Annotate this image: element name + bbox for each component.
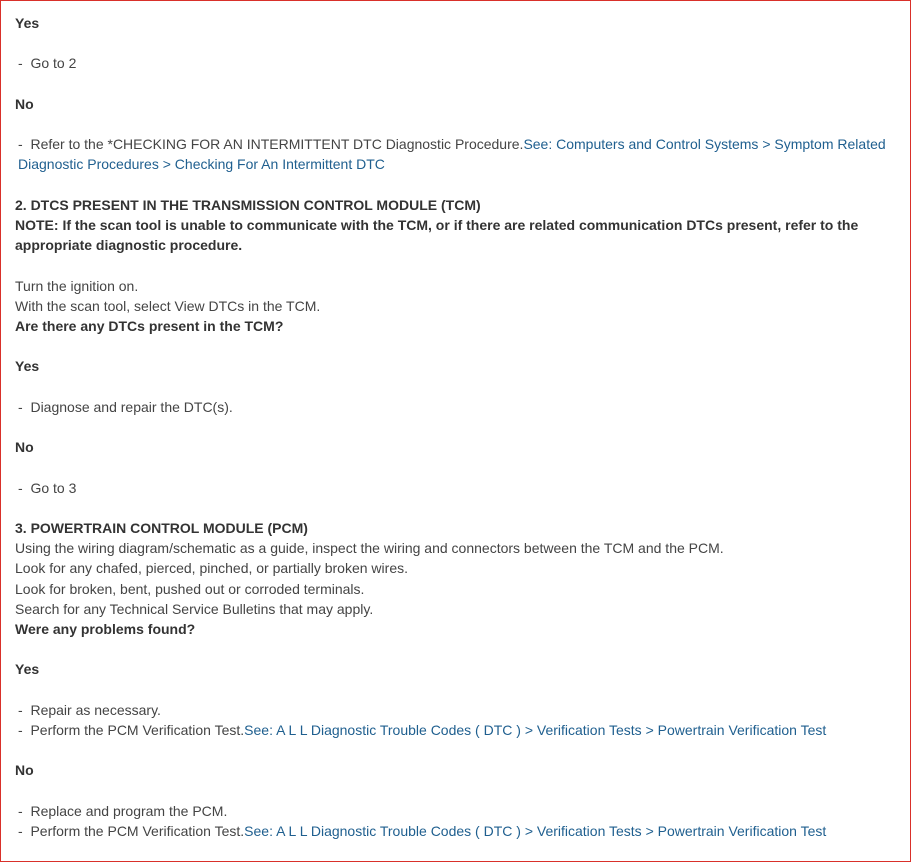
step1-no-label: No <box>15 95 34 112</box>
step2-yes-label: Yes <box>15 358 40 375</box>
step2-instruction-2: With the scan tool, select View DTCs in the TCM. <box>15 297 321 314</box>
step2-yes-action-text: Diagnose and repair the DTC(s). <box>30 398 233 415</box>
step3-yes-action-1: - Repair as necessary. <box>18 701 161 718</box>
step2-no-action: - Go to 3 <box>18 479 77 496</box>
step3-instruction-4: Search for any Technical Service Bulletins that may apply. <box>15 600 374 617</box>
step2-yes-action: - Diagnose and repair the DTC(s). <box>18 398 233 415</box>
step3-no-action-2-text: Perform the PCM Verification Test. <box>30 822 245 839</box>
step3-instruction-1: Using the wiring diagram/schematic as a guide, inspect the wiring and connectors between the TCM and the PCM. <box>15 540 724 557</box>
step2-no-action-text: Go to 3 <box>30 479 77 496</box>
step3-no-action-1: - Replace and program the PCM. <box>18 802 228 819</box>
step2-heading: 2. DTCS PRESENT IN THE TRANSMISSION CONTROL MODULE (TCM) <box>15 196 481 213</box>
step2-question: Are there any DTCs present in the TCM? <box>15 317 284 334</box>
step3-instruction-2: Look for any chafed, pierced, pinched, or partially broken wires. <box>15 560 408 577</box>
step1-yes-action: - Go to 2 <box>18 55 77 72</box>
step3-instruction-3: Look for broken, bent, pushed out or corroded terminals. <box>15 580 365 597</box>
step3-yes-action-2-text: Perform the PCM Verification Test. <box>30 721 245 738</box>
step2-instruction-1: Turn the ignition on. <box>15 277 139 294</box>
step3-question: Were any problems found? <box>15 620 196 637</box>
powertrain-verification-link-no[interactable]: See: A L L Diagnostic Trouble Codes ( DTC ) > Verification Tests > Powertrain Verification Test <box>244 822 827 839</box>
step3-yes-action-1-text: Repair as necessary. <box>30 701 161 718</box>
intermittent-dtc-link[interactable]: See: Computers and Control Systems > Symptom Related Diagnostic Procedures > Checking For An Intermittent DTC <box>18 136 886 173</box>
step2-no-label: No <box>15 439 34 456</box>
step3-yes-label: Yes <box>15 661 40 678</box>
step3-heading: 3. POWERTRAIN CONTROL MODULE (PCM) <box>15 519 308 536</box>
step3-no-action-1-text: Replace and program the PCM. <box>30 802 228 819</box>
step3-yes-action-2: - Perform the PCM Verification Test.See: A L L Diagnostic Trouble Codes ( DTC ) > Verification Tests > Powertrain Verification Test <box>18 721 827 738</box>
step1-no-action-text: Refer to the *CHECKING FOR AN INTERMITTENT DTC Diagnostic Procedure. <box>30 136 524 153</box>
step1-yes-action-text: Go to 2 <box>30 55 77 72</box>
step1-yes-label: Yes <box>15 15 40 31</box>
powertrain-verification-link-yes[interactable]: See: A L L Diagnostic Trouble Codes ( DTC ) > Verification Tests > Powertrain Verification Test <box>244 721 827 738</box>
step3-no-action-2: - Perform the PCM Verification Test.See: A L L Diagnostic Trouble Codes ( DTC ) > Verification Tests > Powertrain Verification Test <box>18 822 827 839</box>
step3-no-label: No <box>15 762 34 779</box>
document-content <box>15 13 900 841</box>
step1-no-action: - Refer to the *CHECKING FOR AN INTERMITTENT DTC Diagnostic Procedure.See: Computers and Control Systems > Symptom Related Diagnostic Procedures > Checking For An Intermittent DTC <box>18 136 886 173</box>
step2-note: NOTE: If the scan tool is unable to communicate with the TCM, or if there are related communication DTCs present, refer to the appropriate diagnostic procedure. <box>15 216 859 254</box>
